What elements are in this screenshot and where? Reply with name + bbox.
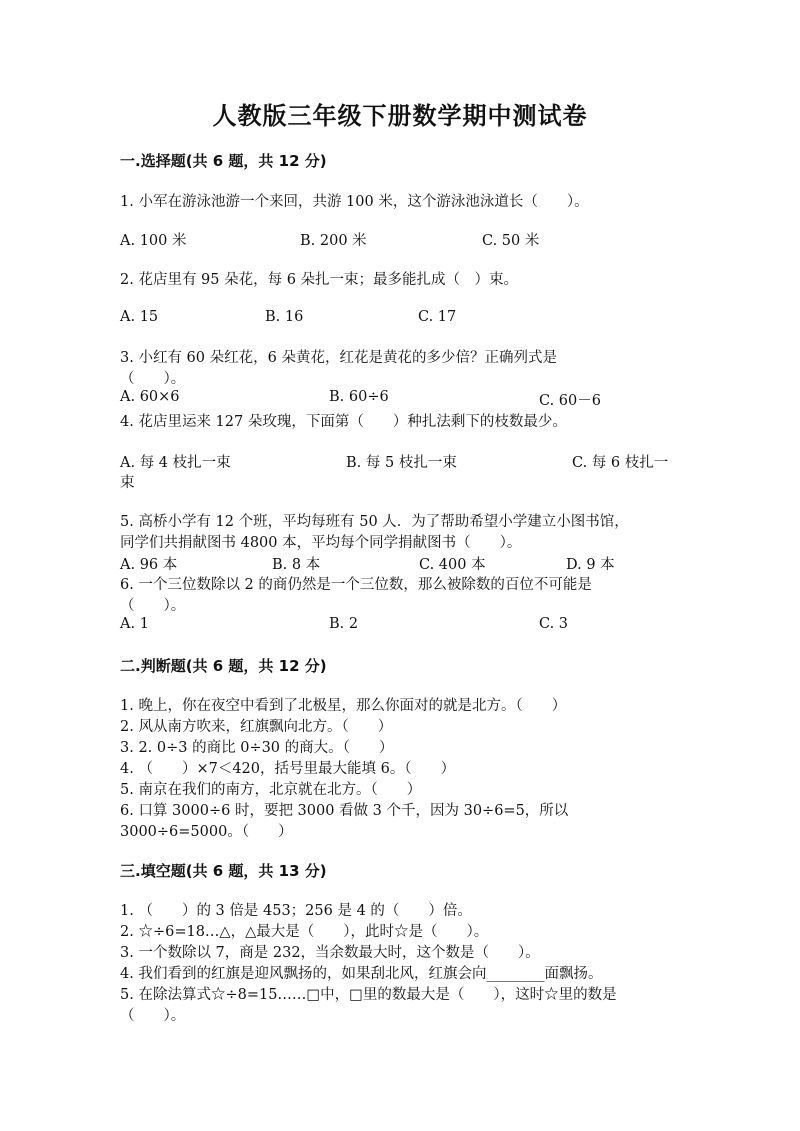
- question-stem-cont: （ ）。: [120, 371, 186, 387]
- judge-item: 2. 风从南方吹来，红旗飘向北方。（ ）: [120, 719, 393, 735]
- fill-item: 5. 在除法算式☆÷8=15……□中，□里的数最大是（ ），这时☆里的数是: [120, 987, 617, 1003]
- option-c: C. 60－6: [539, 393, 601, 409]
- question-stem: 5. 高桥小学有 12 个班，平均每班有 50 人．为了帮助希望小学建立小图书馆，: [120, 514, 629, 530]
- question-stem-cont: 同学们共捐献图书 4800 本，平均每个同学捐献图书（ ）。: [120, 535, 522, 551]
- option-c: C. 17: [418, 309, 457, 325]
- question-stem: 1. 小军在游泳池游一个来回，共游 100 米，这个游泳池泳道长（ ）。: [120, 194, 589, 210]
- question-stem: 3. 小红有 60 朵红花，6 朵黄花，红花是黄花的多少倍？正确列式是: [120, 350, 557, 366]
- fill-item: 1. （ ）的 3 倍是 453；256 是 4 的（ ）倍。: [120, 903, 472, 919]
- section-heading-judge: 二.判断题(共 6 题，共 12 分): [120, 657, 327, 675]
- option-b: B. 16: [265, 309, 304, 325]
- judge-item: 4. （ ）×7＜420，括号里最大能填 6。（ ）: [120, 761, 456, 777]
- option-b: B. 2: [329, 616, 359, 632]
- exam-title: 人教版三年级下册数学期中测试卷: [212, 101, 588, 130]
- option-b: B. 200 米: [300, 233, 367, 249]
- judge-item: 3. 2. 0÷3 的商比 0÷30 的商大。（ ）: [120, 740, 394, 756]
- option-a: A. 96 本: [120, 557, 178, 573]
- question-stem: 4. 花店里运来 127 朵玫瑰，下面第（ ）种扎法剩下的枝数最少。: [120, 414, 567, 430]
- question-stem: 2. 花店里有 95 朵花，每 6 朵扎一束；最多能扎成（ ）束。: [120, 272, 519, 288]
- option-d: D. 9 本: [566, 557, 615, 573]
- option-b: B. 每 5 枝扎一束: [346, 455, 457, 471]
- option-a: A. 100 米: [120, 233, 187, 249]
- fill-item-cont: （ ）。: [120, 1008, 186, 1024]
- fill-item: 3. 一个数除以 7，商是 232，当余数最大时，这个数是（ ）。: [120, 945, 540, 961]
- section-heading-choice: 一.选择题(共 6 题，共 12 分): [120, 152, 327, 170]
- option-a: A. 每 4 枝扎一束: [120, 455, 231, 471]
- judge-item-cont: 3000÷6=5000。（ ）: [120, 824, 293, 840]
- fill-item: 4. 我们看到的红旗是迎风飘扬的，如果刮北风，红旗会向________面飘扬。: [120, 966, 603, 982]
- judge-item: 1. 晚上，你在夜空中看到了北极星，那么你面对的就是北方。（ ）: [120, 698, 567, 714]
- option-b: B. 60÷6: [329, 389, 389, 405]
- option-c: C. 3: [539, 616, 569, 632]
- option-c: C. 400 本: [419, 557, 486, 573]
- question-stem-cont: （ ）。: [120, 598, 186, 614]
- option-c-cont: 束: [120, 475, 135, 491]
- judge-item: 5. 南京在我们的南方，北京就在北方。（ ）: [120, 782, 422, 798]
- fill-item: 2. ☆÷6=18…△，△最大是（ ），此时☆是（ ）。: [120, 924, 489, 940]
- question-stem: 6. 一个三位数除以 2 的商仍然是一个三位数，那么被除数的百位不可能是: [120, 577, 592, 593]
- option-a: A. 60×6: [120, 389, 180, 405]
- section-heading-fill: 三.填空题(共 6 题，共 13 分): [120, 862, 327, 880]
- option-a: A. 1: [120, 616, 149, 632]
- option-c: C. 每 6 枝扎一: [572, 455, 669, 471]
- judge-item: 6. 口算 3000÷6 时，要把 3000 看做 3 个千，因为 30÷6=5，所以: [120, 803, 569, 819]
- option-a: A. 15: [120, 309, 159, 325]
- option-c: C. 50 米: [482, 233, 540, 249]
- option-b: B. 8 本: [272, 557, 321, 573]
